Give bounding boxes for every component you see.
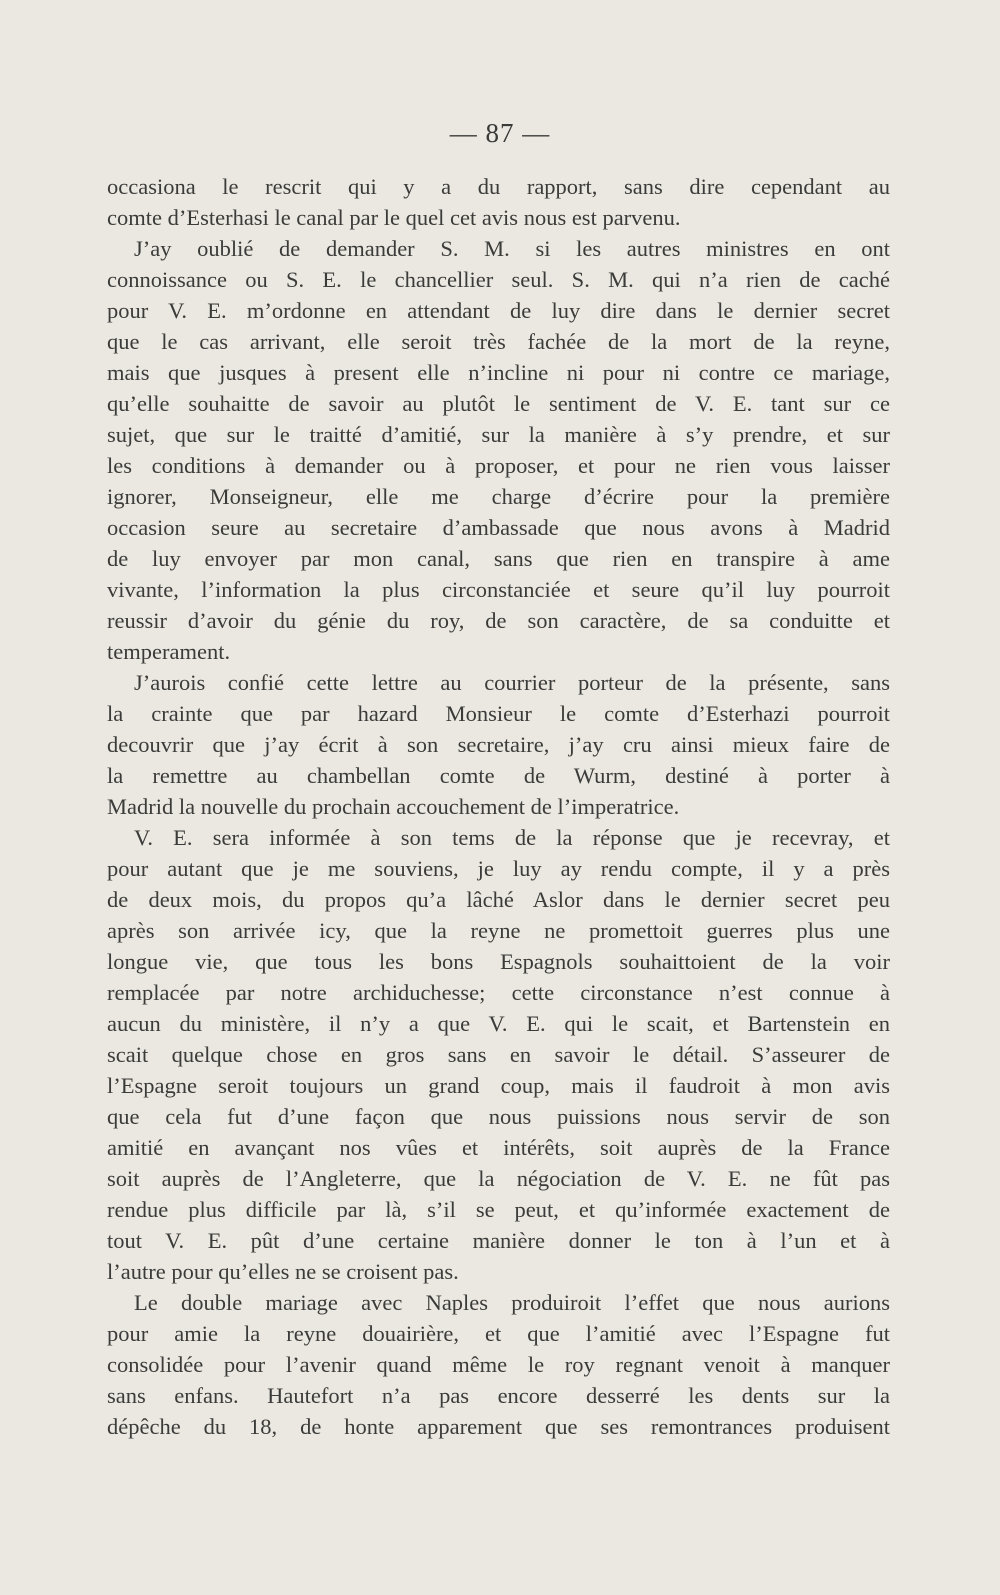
text-line: l’autre pour qu’elles ne se croisent pas.	[107, 1259, 459, 1284]
text-line: amitié en avançant nos vûes et intérêts, soit auprès de la France	[107, 1135, 890, 1160]
text-line: comte d’Esterhasi le canal par le quel cet avis nous est parvenu.	[107, 205, 681, 230]
text-line: decouvrir que j’ay écrit à son secretaire, j’ay cru ainsi mieux faire de	[107, 732, 890, 757]
text-line: ignorer, Monseigneur, elle me charge d’écrire pour la première	[107, 484, 890, 509]
text-line: pour amie la reyne douairière, et que l’amitié avec l’Espagne fut	[107, 1321, 890, 1346]
text-line: vivante, l’information la plus circonstanciée et seure qu’il luy pourroit	[107, 577, 890, 602]
text-line: scait quelque chose en gros sans en savoir le détail. S’asseurer de	[107, 1042, 890, 1067]
text-line: occasiona le rescrit qui y a du rapport, sans dire cependant au	[107, 174, 890, 199]
text-line: temperament.	[107, 639, 231, 664]
text-line: que cela fut d’une façon que nous puissions nous servir de son	[107, 1104, 890, 1129]
text-line: soit auprès de l’Angleterre, que la négociation de V. E. ne fût pas	[107, 1166, 890, 1191]
text-line: V. E. sera informée à son tems de la réponse que je recevray, et	[134, 825, 890, 850]
text-line: rendue plus difficile par là, s’il se peut, et qu’informée exactement de	[107, 1197, 890, 1222]
text-line: sujet, que sur le traitté d’amitié, sur la manière à s’y prendre, et sur	[107, 422, 890, 447]
text-line: les conditions à demander ou à proposer, et pour ne rien vous laisser	[107, 453, 890, 478]
text-line: dépêche du 18, de honte apparement que ses remontrances produisent	[107, 1414, 890, 1439]
body-text	[107, 171, 890, 1442]
text-line: mais que jusques à present elle n’incline ni pour ni contre ce mariage,	[107, 360, 890, 385]
text-line: qu’elle souhaitte de savoir au plutôt le sentiment de V. E. tant sur ce	[107, 391, 890, 416]
text-line: aucun du ministère, il n’y a que V. E. qui le scait, et Bartenstein en	[107, 1011, 890, 1036]
text-line: sans enfans. Hautefort n’a pas encore desserré les dents sur la	[107, 1383, 890, 1408]
text-line: connoissance ou S. E. le chancellier seul. S. M. qui n’a rien de caché	[107, 267, 890, 292]
text-line: pour autant que je me souviens, je luy ay rendu compte, il y a près	[107, 856, 890, 881]
text-line: de luy envoyer par mon canal, sans que rien en transpire à ame	[107, 546, 890, 571]
text-line: après son arrivée icy, que la reyne ne promettoit guerres plus une	[107, 918, 890, 943]
text-line: occasion seure au secretaire d’ambassade que nous avons à Madrid	[107, 515, 890, 540]
text-line: Le double mariage avec Naples produiroit l’effet que nous aurions	[134, 1290, 890, 1315]
text-line: la crainte que par hazard Monsieur le comte d’Esterhazi pourroit	[107, 701, 890, 726]
text-line: J’aurois confié cette lettre au courrier porteur de la présente, sans	[134, 670, 890, 695]
text-line: Madrid la nouvelle du prochain accouchement de l’imperatrice.	[107, 794, 680, 819]
text-line: reussir d’avoir du génie du roy, de son caractère, de sa conduitte et	[107, 608, 890, 633]
text-line: remplacée par notre archiduchesse; cette circonstance n’est connue à	[107, 980, 890, 1005]
text-line: l’Espagne seroit toujours un grand coup, mais il faudroit à mon avis	[107, 1073, 890, 1098]
text-line: la remettre au chambellan comte de Wurm, destiné à porter à	[107, 763, 890, 788]
text-line: consolidée pour l’avenir quand même le roy regnant venoit à manquer	[107, 1352, 890, 1377]
text-line: pour V. E. m’ordonne en attendant de luy dire dans le dernier secret	[107, 298, 890, 323]
text-line: tout V. E. pût d’une certaine manière donner le ton à l’un et à	[107, 1228, 890, 1253]
text-line: de deux mois, du propos qu’a lâché Aslor dans le dernier secret peu	[107, 887, 890, 912]
text-line: longue vie, que tous les bons Espagnols souhaittoient de la voir	[107, 949, 890, 974]
text-line: J’ay oublié de demander S. M. si les autres ministres en ont	[134, 236, 890, 261]
text-line: que le cas arrivant, elle seroit très fachée de la mort de la reyne,	[107, 329, 890, 354]
page-number: — 87 —	[449, 118, 551, 148]
